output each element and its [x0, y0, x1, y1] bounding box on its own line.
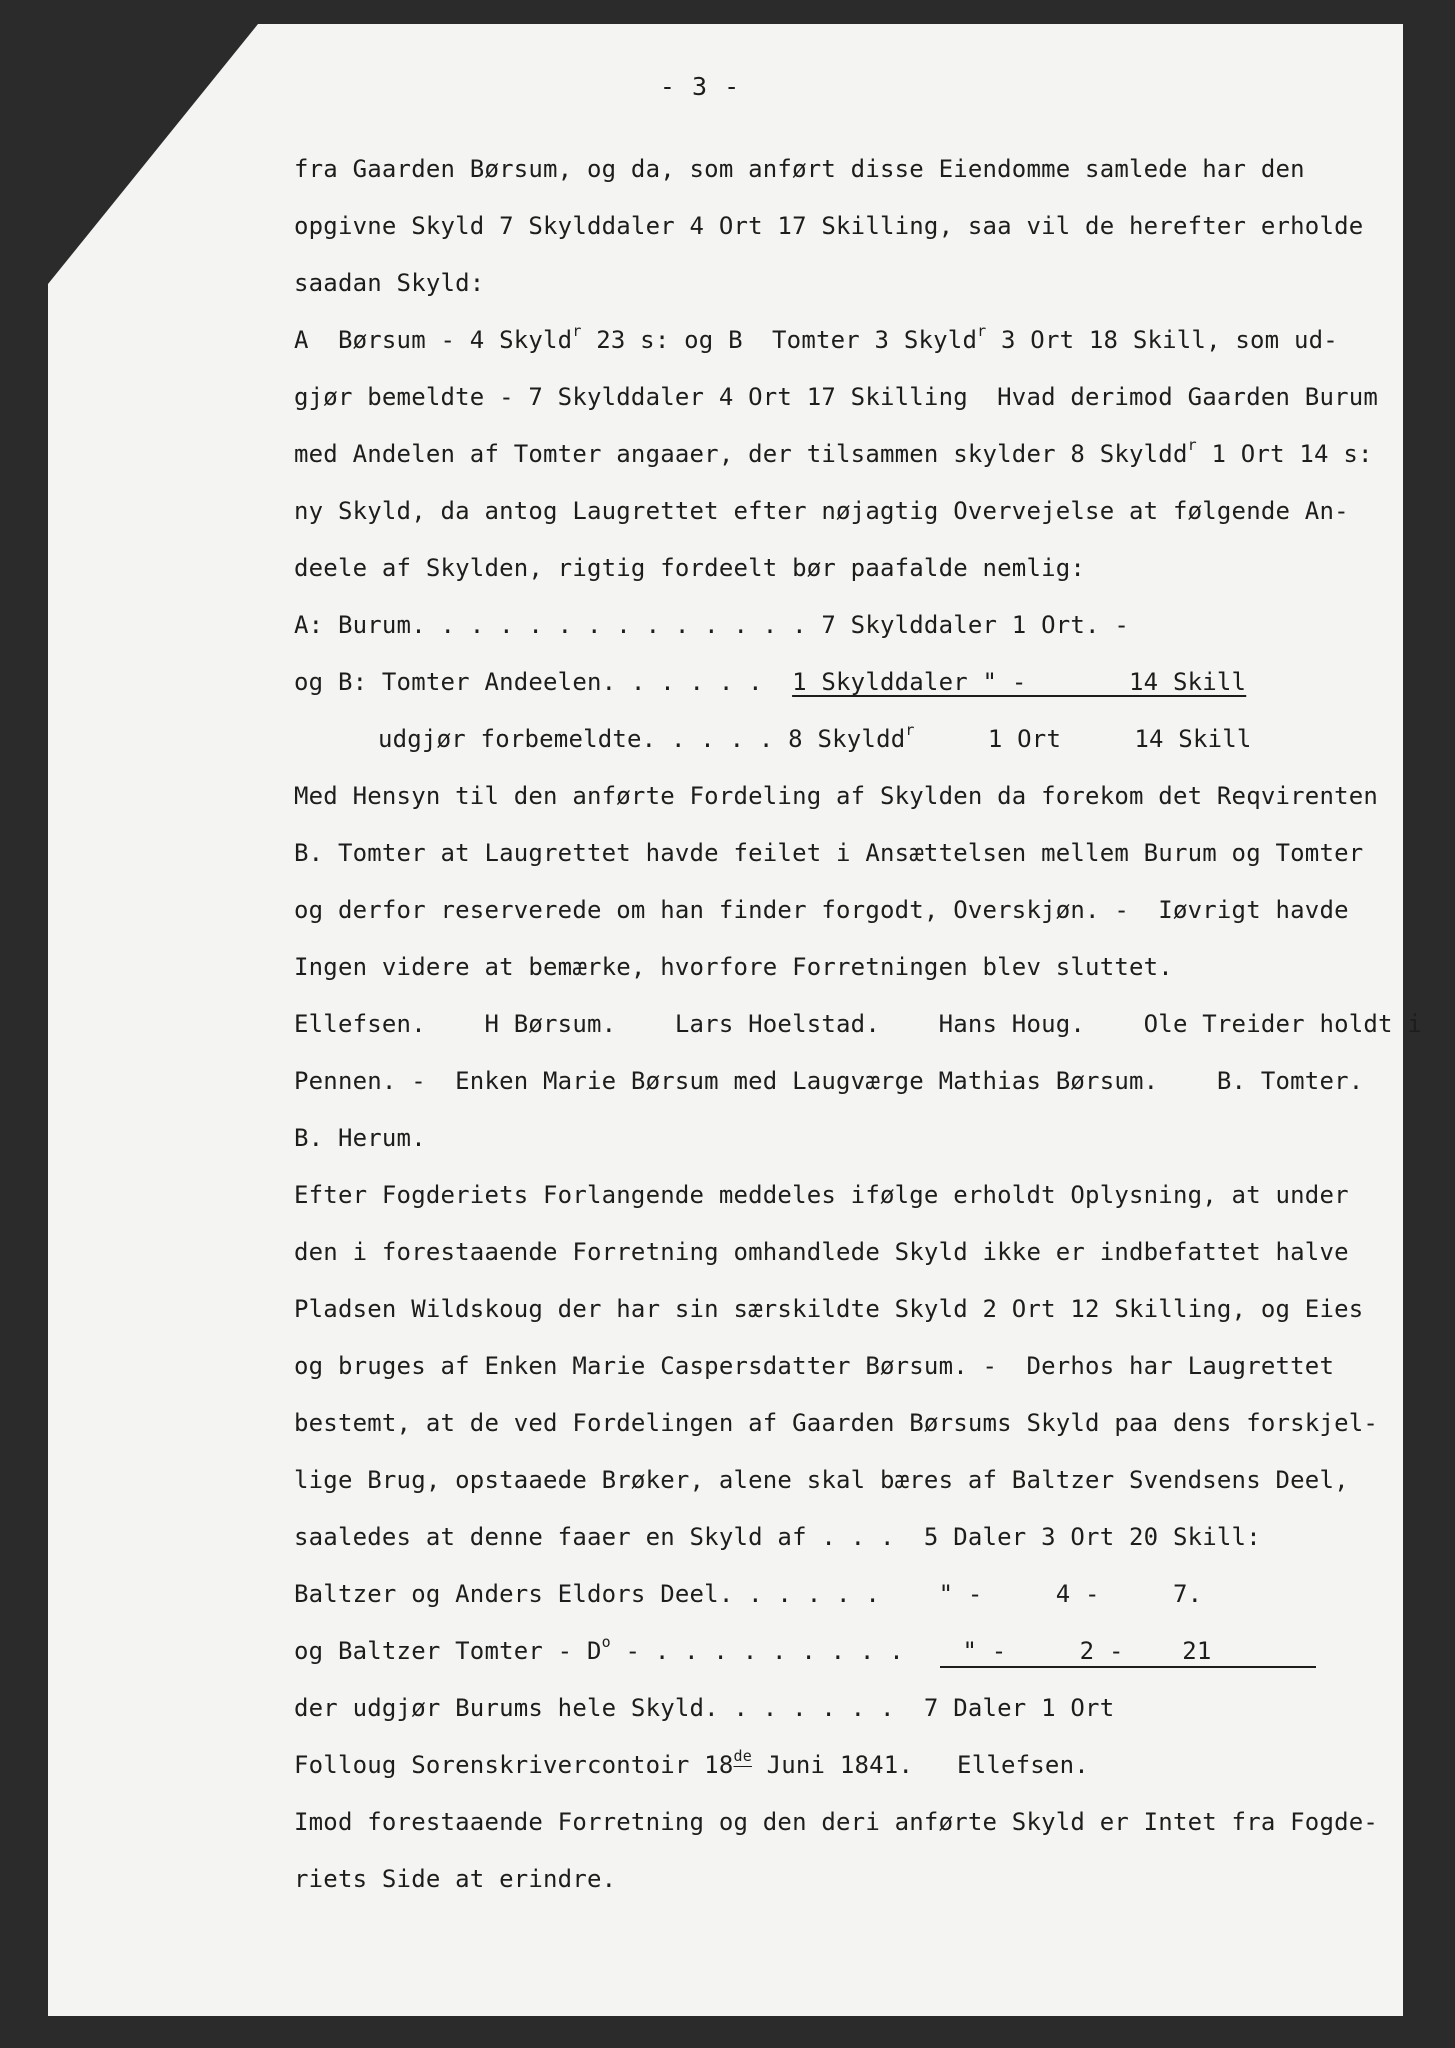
text-line: [294, 668, 1246, 696]
text-line: A: Burum. . . . . . . . . . . . . . 7 Skylddaler 1 Ort. -: [294, 611, 1130, 639]
text-line: [294, 1747, 1089, 1779]
text-fragment: 3 Ort 18 Skill, som ud-: [986, 326, 1338, 354]
text-line: Pennen. - Enken Marie Børsum med Laugværge Mathias Børsum. B. Tomter.: [294, 1067, 1364, 1095]
superscript: o: [601, 1633, 611, 1651]
text-fragment: 23 s: og B Tomter 3 Skyld: [581, 326, 978, 354]
text-line: og bruges af Enken Marie Caspersdatter Børsum. - Derhos har Laugrettet: [294, 1352, 1335, 1380]
text-line: saaledes at denne faaer en Skyld af . . . 5 Daler 3 Ort 20 Skill:: [294, 1523, 1261, 1551]
text-line: og derfor reserverede om han finder forgodt, Overskjøn. - Iøvrigt havde: [294, 896, 1349, 924]
text-fragment: 1 Ort 14 s:: [1196, 440, 1373, 468]
underlined-amount: 1 Skylddaler " - 14 Skill: [792, 668, 1247, 696]
text-line: Ingen videre at bemærke, hvorfore Forretningen blev sluttet.: [294, 953, 1173, 981]
text-line: gjør bemeldte - 7 Skylddaler 4 Ort 17 Skilling Hvad derimod Gaarden Burum: [294, 383, 1379, 411]
text-fragment: Juni 1841. Ellefsen.: [751, 1751, 1089, 1779]
superscript: r: [572, 322, 582, 340]
text-fragment: Folloug Sorenskrivercontoir 18: [294, 1751, 734, 1779]
page-number: - 3 -: [659, 72, 741, 101]
text-fragment: med Andelen af Tomter angaaer, der tilsammen skylder 8 Skyldd: [294, 440, 1188, 468]
text-line: der udgjør Burums hele Skyld. . . . . . . 7 Daler 1 Ort: [294, 1694, 1115, 1722]
text-fragment: A Børsum - 4 Skyld: [294, 326, 573, 354]
text-line: [294, 1633, 1212, 1665]
text-fragment: 1 Ort 14 Skill: [914, 725, 1252, 753]
text-line: Efter Fogderiets Forlangende meddeles ifølge erholdt Oplysning, at under: [294, 1181, 1349, 1209]
superscript: r: [1187, 436, 1197, 454]
text-line: lige Brug, opstaaede Brøker, alene skal bæres af Baltzer Svendsens Deel,: [294, 1466, 1349, 1494]
text-fragment: og B: Tomter Andeelen. . . . . .: [294, 668, 793, 696]
text-line: bestemt, at de ved Fordelingen af Gaarden Børsums Skyld paa dens forskjel-: [294, 1409, 1379, 1437]
text-line: den i forestaaende Forretning omhandlede Skyld ikke er indbefattet halve: [294, 1238, 1349, 1266]
text-line: Imod forestaaende Forretning og den deri anførte Skyld er Intet fra Fogde-: [294, 1808, 1379, 1836]
text-line: Baltzer og Anders Eldors Deel. . . . . . " - 4 - 7.: [294, 1580, 1203, 1608]
text-line: saadan Skyld:: [294, 269, 485, 297]
text-line: B. Tomter at Laugrettet havde feilet i Ansættelsen mellem Burum og Tomter: [294, 839, 1364, 867]
text-line: [294, 436, 1373, 468]
text-line: Med Hensyn til den anførte Fordeling af Skylden da forekom det Reqvirenten: [294, 782, 1379, 810]
text-line: opgivne Skyld 7 Skylddaler 4 Ort 17 Skilling, saa vil de herefter erholde: [294, 212, 1364, 240]
text-line: B. Herum.: [294, 1124, 426, 1152]
text-line: [294, 322, 1338, 354]
text-line: ny Skyld, da antog Laugrettet efter nøjagtig Overvejelse at følgende An-: [294, 497, 1349, 525]
text-line: Pladsen Wildskoug der har sin særskildte Skyld 2 Ort 12 Skilling, og Eies: [294, 1295, 1364, 1323]
text-fragment: udgjør forbemeldte. . . . . 8 Skyldd: [378, 725, 906, 753]
text-line: fra Gaarden Børsum, og da, som anført disse Eiendomme samlede har den: [294, 155, 1305, 183]
text-line: deele af Skylden, rigtig fordeelt bør paafalde nemlig:: [294, 554, 1086, 582]
text-line: [378, 721, 1252, 753]
text-fragment: - . . . . . . . . . " - 2 - 21: [610, 1637, 1212, 1665]
sum-rule: [940, 1666, 1316, 1668]
superscript: r: [905, 721, 915, 739]
superscript: r: [977, 322, 987, 340]
text-fragment: og Baltzer Tomter - D: [294, 1637, 602, 1665]
text-line: riets Side at erindre.: [294, 1865, 617, 1893]
superscript: de: [733, 1747, 752, 1765]
text-line: Ellefsen. H Børsum. Lars Hoelstad. Hans Houg. Ole Treider holdt i: [294, 1010, 1422, 1038]
